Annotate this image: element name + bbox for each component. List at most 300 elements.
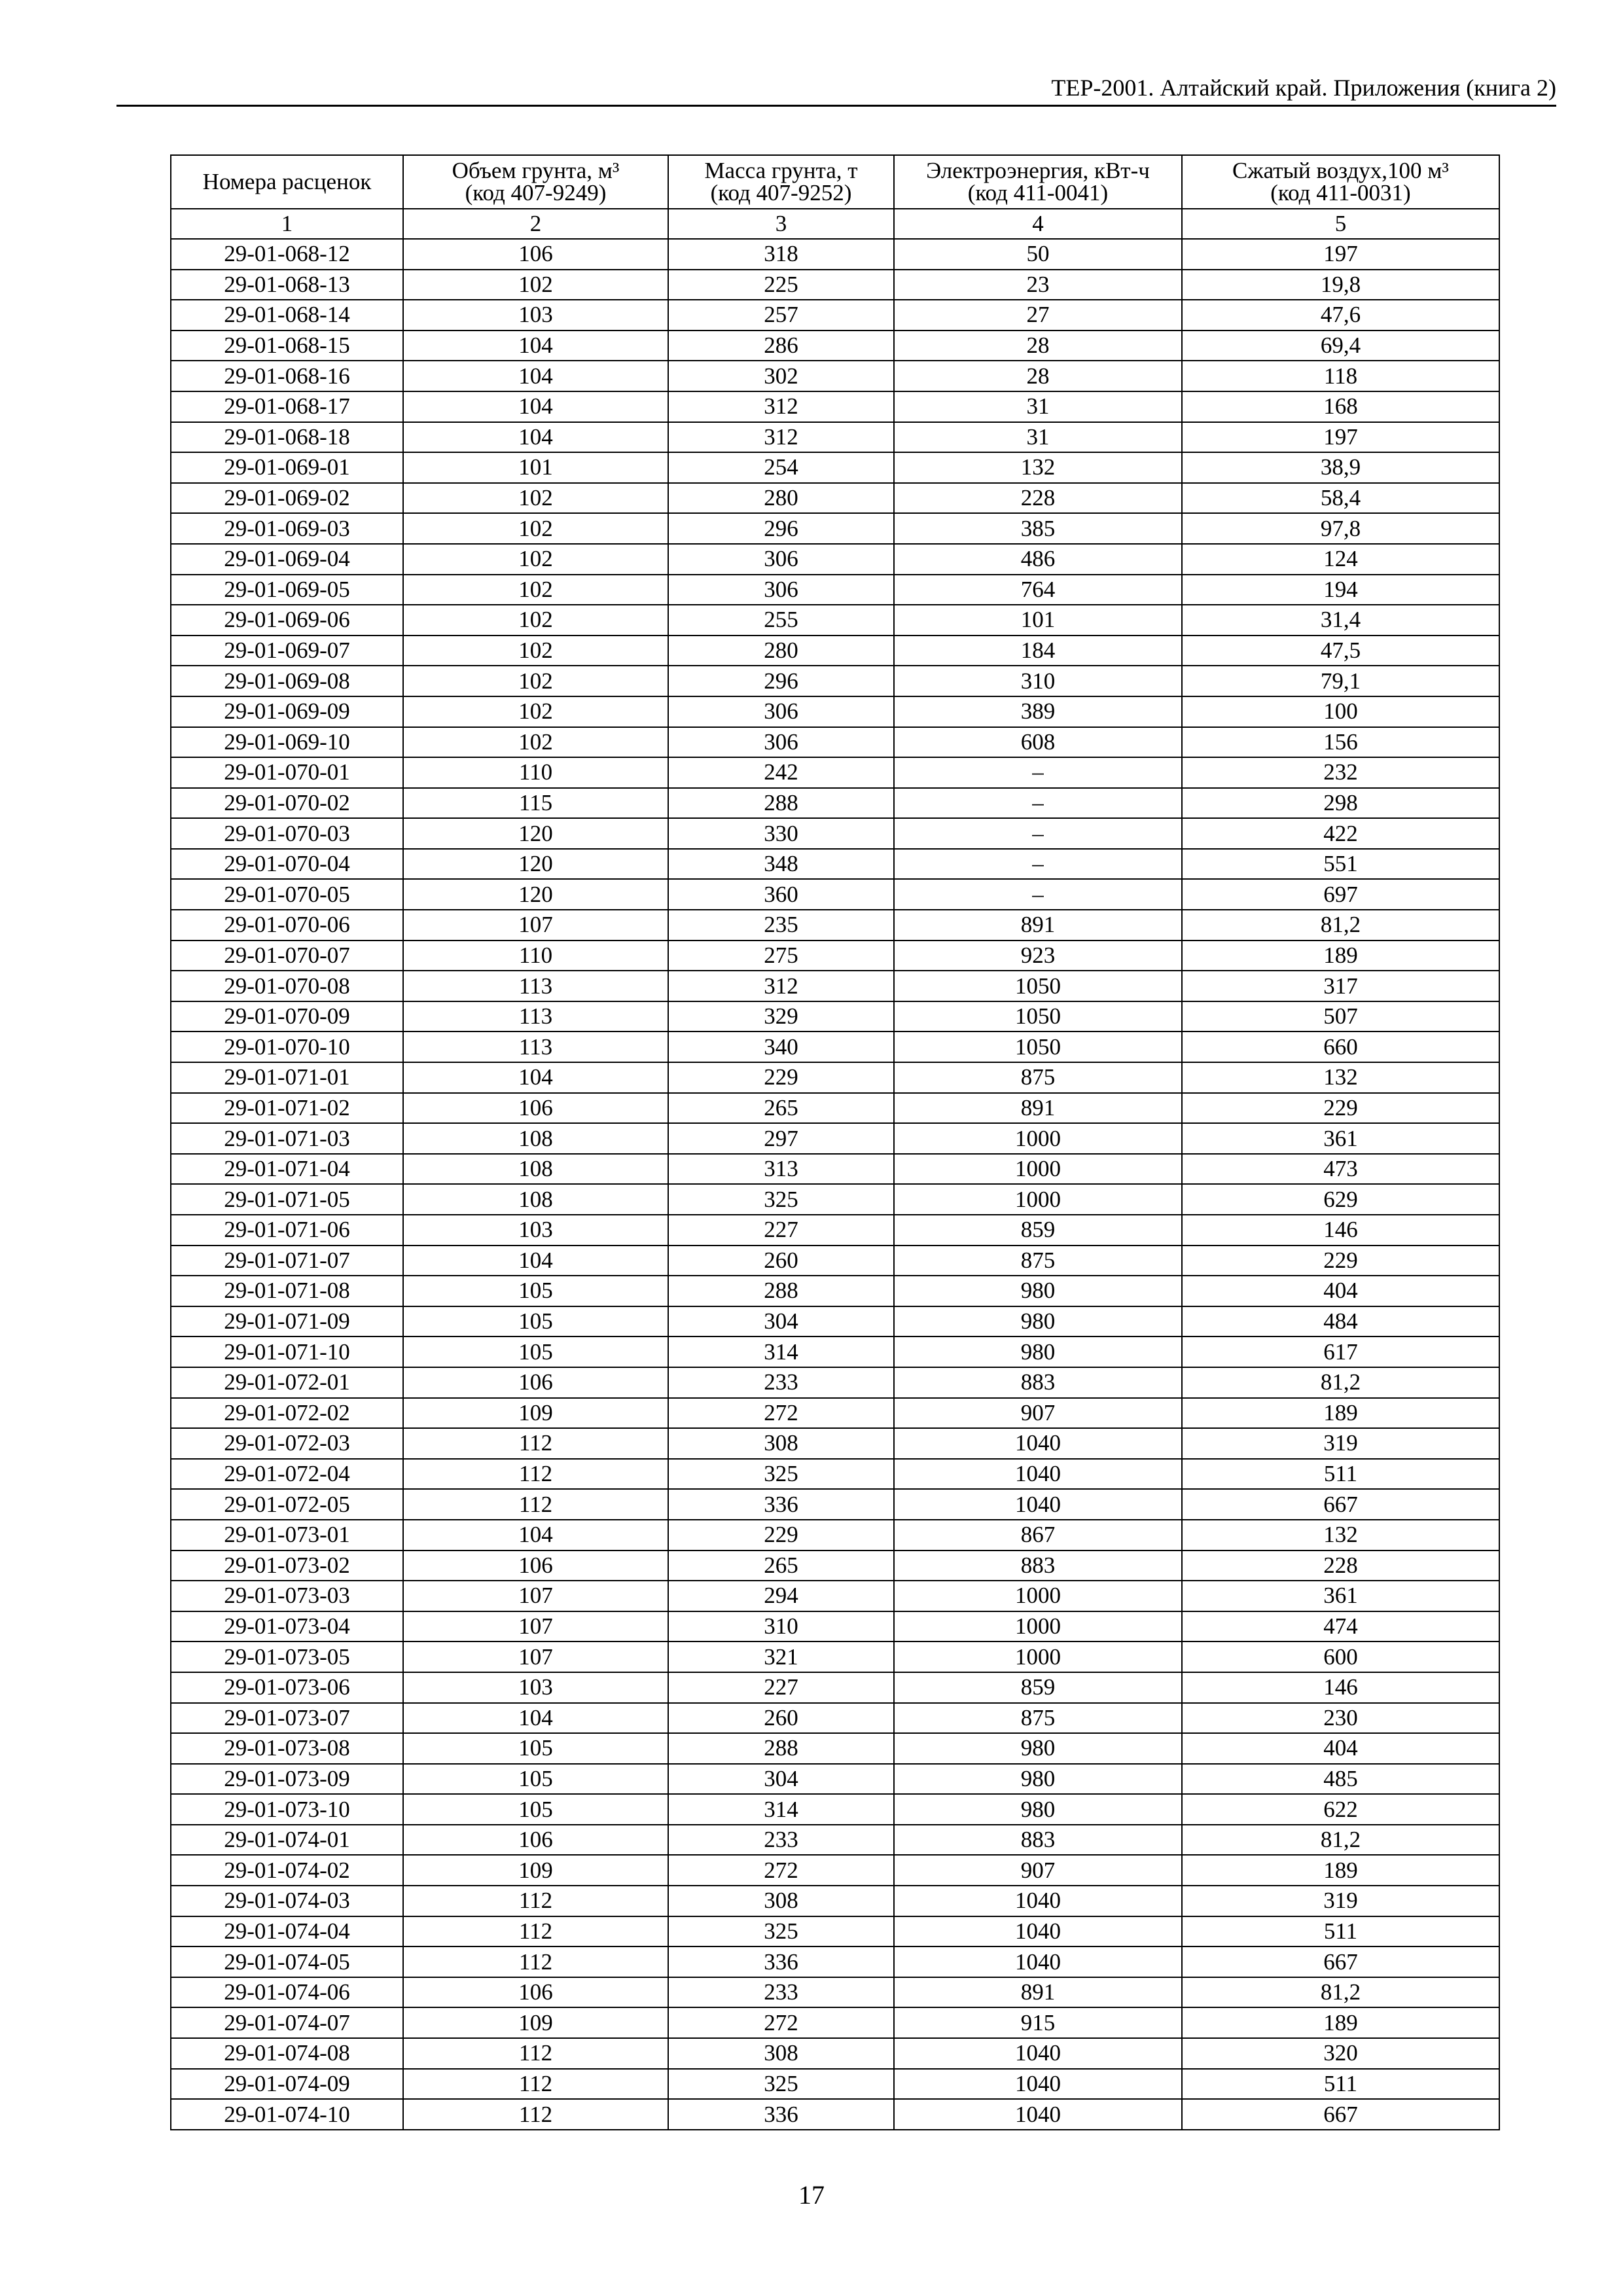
rate-number-cell: 29-01-073-03: [171, 1581, 403, 1611]
table-cell: 260: [668, 1703, 894, 1734]
table-row: [171, 1916, 1499, 1947]
table-cell: 112: [403, 1886, 668, 1916]
table-cell: 113: [403, 971, 668, 1001]
table-cell: 1040: [894, 1946, 1182, 1977]
table-body: [171, 239, 1499, 2130]
table-cell: 108: [403, 1154, 668, 1185]
table-cell: 310: [894, 666, 1182, 696]
table-cell: 980: [894, 1733, 1182, 1764]
rate-number-cell: 29-01-069-09: [171, 696, 403, 727]
table-cell: 318: [668, 239, 894, 270]
table-cell: 105: [403, 1733, 668, 1764]
table-cell: 859: [894, 1215, 1182, 1246]
table-row: [171, 1581, 1499, 1611]
rate-number-cell: 29-01-071-08: [171, 1276, 403, 1306]
table-row: [171, 1306, 1499, 1337]
table-cell: 104: [403, 1062, 668, 1093]
table-cell: 112: [403, 1946, 668, 1977]
table-cell: 330: [668, 818, 894, 849]
table-cell: 184: [894, 636, 1182, 666]
table-cell: 102: [403, 696, 668, 727]
table-cell: 115: [403, 788, 668, 819]
table-cell: 1040: [894, 2038, 1182, 2069]
table-row: [171, 818, 1499, 849]
table-cell: 302: [668, 361, 894, 391]
table-cell: 132: [894, 452, 1182, 483]
column-header: Электроэнергия, кВт-ч (код 411-0041): [894, 155, 1182, 209]
rate-number-cell: 29-01-070-10: [171, 1031, 403, 1062]
table-cell: 697: [1182, 879, 1499, 910]
table-cell: 474: [1182, 1611, 1499, 1642]
table-cell: 288: [668, 1276, 894, 1306]
table-cell: 168: [1182, 391, 1499, 422]
rate-number-cell: 29-01-074-10: [171, 2099, 403, 2130]
table-cell: 306: [668, 727, 894, 758]
table-cell: 189: [1182, 941, 1499, 971]
rate-number-cell: 29-01-074-04: [171, 1916, 403, 1947]
table-cell: 297: [668, 1123, 894, 1154]
table-cell: 106: [403, 1551, 668, 1581]
table-cell: 859: [894, 1672, 1182, 1703]
rate-number-cell: 29-01-070-09: [171, 1001, 403, 1032]
table-cell: 272: [668, 1398, 894, 1429]
table-cell: 110: [403, 757, 668, 788]
rate-number-cell: 29-01-074-07: [171, 2007, 403, 2038]
rate-number-cell: 29-01-073-10: [171, 1794, 403, 1825]
table-cell: 106: [403, 1093, 668, 1124]
table-cell: 314: [668, 1336, 894, 1367]
table-row: [171, 270, 1499, 300]
table-cell: 296: [668, 666, 894, 696]
table-row: [171, 513, 1499, 544]
table-row: [171, 2007, 1499, 2038]
table-cell: 229: [668, 1062, 894, 1093]
table-cell: 118: [1182, 361, 1499, 391]
table-cell: 280: [668, 483, 894, 514]
table-row: [171, 2069, 1499, 2100]
running-header: ТЕР-2001. Алтайский край. Приложения (книга 2): [1051, 75, 1556, 101]
table-cell: 254: [668, 452, 894, 483]
table-cell: 385: [894, 513, 1182, 544]
rate-number-cell: 29-01-073-02: [171, 1551, 403, 1581]
table-cell: 110: [403, 941, 668, 971]
rate-number-cell: 29-01-070-05: [171, 879, 403, 910]
rate-number-cell: 29-01-074-01: [171, 1825, 403, 1856]
table-cell: 120: [403, 849, 668, 880]
rate-number-cell: 29-01-068-18: [171, 422, 403, 453]
table-row: [171, 1246, 1499, 1276]
table-cell: 389: [894, 696, 1182, 727]
table-cell: 108: [403, 1184, 668, 1215]
table-row: [171, 910, 1499, 941]
table-cell: 511: [1182, 1459, 1499, 1490]
table-row: [171, 1641, 1499, 1672]
table-row: [171, 2099, 1499, 2130]
table-cell: 308: [668, 2038, 894, 2069]
table-cell: 422: [1182, 818, 1499, 849]
table-cell: 325: [668, 1184, 894, 1215]
rate-number-cell: 29-01-074-08: [171, 2038, 403, 2069]
rate-number-cell: 29-01-068-16: [171, 361, 403, 391]
table-cell: 112: [403, 1489, 668, 1520]
table-cell: 28: [894, 361, 1182, 391]
table-cell: 102: [403, 727, 668, 758]
table-cell: 107: [403, 1641, 668, 1672]
table-cell: 235: [668, 910, 894, 941]
rate-number-cell: 29-01-073-09: [171, 1764, 403, 1795]
table-row: [171, 849, 1499, 880]
table-cell: 81,2: [1182, 1367, 1499, 1398]
rate-number-cell: 29-01-069-01: [171, 452, 403, 483]
table-cell: 473: [1182, 1154, 1499, 1185]
table-cell: 229: [668, 1520, 894, 1551]
table-cell: –: [894, 788, 1182, 819]
table-cell: 124: [1182, 544, 1499, 575]
table-cell: 404: [1182, 1733, 1499, 1764]
table-row: [171, 1215, 1499, 1246]
table-cell: 891: [894, 910, 1182, 941]
rate-number-cell: 29-01-069-10: [171, 727, 403, 758]
table-cell: 306: [668, 544, 894, 575]
table-cell: 288: [668, 1733, 894, 1764]
table-cell: 319: [1182, 1886, 1499, 1916]
table-row: [171, 1672, 1499, 1703]
rate-number-cell: 29-01-071-03: [171, 1123, 403, 1154]
table-row: [171, 575, 1499, 605]
rate-number-cell: 29-01-071-10: [171, 1336, 403, 1367]
table-row: [171, 1459, 1499, 1490]
table-cell: 132: [1182, 1062, 1499, 1093]
rate-number-cell: 29-01-071-02: [171, 1093, 403, 1124]
column-number: 1: [171, 209, 403, 239]
table-cell: 485: [1182, 1764, 1499, 1795]
table-cell: 106: [403, 1825, 668, 1856]
table-cell: 1040: [894, 2099, 1182, 2130]
table-row: [171, 1336, 1499, 1367]
rate-number-cell: 29-01-068-17: [171, 391, 403, 422]
table-cell: 667: [1182, 1946, 1499, 1977]
rate-number-cell: 29-01-073-06: [171, 1672, 403, 1703]
rate-number-cell: 29-01-073-07: [171, 1703, 403, 1734]
table-cell: 23: [894, 270, 1182, 300]
table-cell: 146: [1182, 1672, 1499, 1703]
table-cell: 81,2: [1182, 1977, 1499, 2008]
table-cell: 511: [1182, 2069, 1499, 2100]
table-row: [171, 941, 1499, 971]
table-cell: 1040: [894, 1886, 1182, 1916]
table-row: [171, 2038, 1499, 2069]
rate-number-cell: 29-01-069-03: [171, 513, 403, 544]
table-cell: 81,2: [1182, 1825, 1499, 1856]
table-cell: 105: [403, 1276, 668, 1306]
table-cell: 486: [894, 544, 1182, 575]
table-cell: 1000: [894, 1123, 1182, 1154]
table-cell: 112: [403, 1459, 668, 1490]
rate-number-cell: 29-01-070-03: [171, 818, 403, 849]
rate-number-cell: 29-01-074-05: [171, 1946, 403, 1977]
table-row: [171, 331, 1499, 361]
table-cell: 102: [403, 575, 668, 605]
rate-number-cell: 29-01-071-05: [171, 1184, 403, 1215]
column-header: Масса грунта, т (код 407-9252): [668, 155, 894, 209]
table-cell: 1040: [894, 1489, 1182, 1520]
rate-number-cell: 29-01-073-01: [171, 1520, 403, 1551]
rate-number-cell: 29-01-072-01: [171, 1367, 403, 1398]
rate-number-cell: 29-01-068-15: [171, 331, 403, 361]
table-cell: 102: [403, 666, 668, 696]
table-row: [171, 1520, 1499, 1551]
table-row: [171, 1398, 1499, 1429]
table-cell: –: [894, 849, 1182, 880]
rate-number-cell: 29-01-071-01: [171, 1062, 403, 1093]
table-row: [171, 452, 1499, 483]
table-row: [171, 361, 1499, 391]
table-row: [171, 300, 1499, 331]
table-cell: 112: [403, 2038, 668, 2069]
table-cell: 875: [894, 1703, 1182, 1734]
table-cell: 109: [403, 1855, 668, 1886]
table-row: [171, 1093, 1499, 1124]
table-row: [171, 544, 1499, 575]
column-header: Сжатый воздух,100 м³ (код 411-0031): [1182, 155, 1499, 209]
table-cell: 31: [894, 391, 1182, 422]
rate-number-cell: 29-01-074-03: [171, 1886, 403, 1916]
table-row: [171, 239, 1499, 270]
table-cell: 325: [668, 1916, 894, 1947]
table-cell: 233: [668, 1977, 894, 2008]
column-header: Номера расценок: [171, 155, 403, 209]
table-cell: 197: [1182, 239, 1499, 270]
table-cell: 1040: [894, 2069, 1182, 2100]
table-cell: 233: [668, 1825, 894, 1856]
header-divider: [116, 105, 1556, 107]
page-number: 17: [798, 2180, 825, 2210]
table-row: [171, 1184, 1499, 1215]
table-row: [171, 696, 1499, 727]
table-cell: 667: [1182, 1489, 1499, 1520]
table-cell: 348: [668, 849, 894, 880]
rate-number-cell: 29-01-069-02: [171, 483, 403, 514]
rate-number-cell: 29-01-072-02: [171, 1398, 403, 1429]
table-cell: 189: [1182, 1855, 1499, 1886]
column-header: Объем грунта, м³ (код 407-9249): [403, 155, 668, 209]
table-cell: 907: [894, 1398, 1182, 1429]
table-cell: 50: [894, 239, 1182, 270]
table-cell: 106: [403, 239, 668, 270]
table-cell: 275: [668, 941, 894, 971]
table-cell: 340: [668, 1031, 894, 1062]
table-cell: 106: [403, 1977, 668, 2008]
table-cell: 325: [668, 2069, 894, 2100]
rate-number-cell: 29-01-070-04: [171, 849, 403, 880]
table-cell: 107: [403, 1581, 668, 1611]
table-row: [171, 788, 1499, 819]
table-cell: 891: [894, 1093, 1182, 1124]
table-cell: 105: [403, 1306, 668, 1337]
table-cell: 19,8: [1182, 270, 1499, 300]
rate-number-cell: 29-01-073-05: [171, 1641, 403, 1672]
table-cell: 113: [403, 1001, 668, 1032]
table-row: [171, 1733, 1499, 1764]
rate-number-cell: 29-01-071-09: [171, 1306, 403, 1337]
table-row: [171, 1489, 1499, 1520]
table-cell: 132: [1182, 1520, 1499, 1551]
table-cell: 1000: [894, 1184, 1182, 1215]
table-cell: 660: [1182, 1031, 1499, 1062]
table-cell: 915: [894, 2007, 1182, 2038]
table-cell: 47,5: [1182, 636, 1499, 666]
rate-number-cell: 29-01-073-04: [171, 1611, 403, 1642]
table-cell: 296: [668, 513, 894, 544]
table-cell: 875: [894, 1246, 1182, 1276]
rate-number-cell: 29-01-074-06: [171, 1977, 403, 2008]
rate-number-cell: 29-01-073-08: [171, 1733, 403, 1764]
column-number: 2: [403, 209, 668, 239]
table-row: [171, 1855, 1499, 1886]
table-cell: 194: [1182, 575, 1499, 605]
table-row: [171, 422, 1499, 453]
rate-number-cell: 29-01-074-02: [171, 1855, 403, 1886]
table-cell: 980: [894, 1794, 1182, 1825]
table-cell: 1040: [894, 1916, 1182, 1947]
table-row: [171, 605, 1499, 636]
table-cell: 31: [894, 422, 1182, 453]
table-cell: 317: [1182, 971, 1499, 1001]
table-cell: 105: [403, 1336, 668, 1367]
table-cell: 28: [894, 331, 1182, 361]
table-row: [171, 879, 1499, 910]
table-cell: 308: [668, 1428, 894, 1459]
rate-number-cell: 29-01-068-12: [171, 239, 403, 270]
table-cell: 1050: [894, 1001, 1182, 1032]
table-cell: 112: [403, 2099, 668, 2130]
table-cell: 257: [668, 300, 894, 331]
table-cell: 306: [668, 575, 894, 605]
table-row: [171, 1764, 1499, 1795]
table-cell: 360: [668, 879, 894, 910]
table-cell: 280: [668, 636, 894, 666]
table-cell: 38,9: [1182, 452, 1499, 483]
table-cell: 47,6: [1182, 300, 1499, 331]
table-cell: 304: [668, 1306, 894, 1337]
table-cell: 100: [1182, 696, 1499, 727]
table-cell: 31,4: [1182, 605, 1499, 636]
table-cell: 112: [403, 1916, 668, 1947]
rates-table: [170, 154, 1500, 2130]
table-cell: 233: [668, 1367, 894, 1398]
table-cell: 875: [894, 1062, 1182, 1093]
table-cell: 102: [403, 636, 668, 666]
rate-number-cell: 29-01-072-03: [171, 1428, 403, 1459]
table-header-row: [171, 155, 1499, 209]
table-cell: 103: [403, 1672, 668, 1703]
table-cell: 189: [1182, 2007, 1499, 2038]
table-row: [171, 1062, 1499, 1093]
table-cell: 306: [668, 696, 894, 727]
table-row: [171, 1154, 1499, 1185]
table-cell: 1000: [894, 1611, 1182, 1642]
table-cell: 325: [668, 1459, 894, 1490]
table-cell: 229: [1182, 1093, 1499, 1124]
table-cell: 79,1: [1182, 666, 1499, 696]
rate-number-cell: 29-01-070-01: [171, 757, 403, 788]
table-cell: 260: [668, 1246, 894, 1276]
table-row: [171, 1551, 1499, 1581]
table-cell: 104: [403, 1703, 668, 1734]
table-row: [171, 1428, 1499, 1459]
table-cell: 228: [1182, 1551, 1499, 1581]
table-row: [171, 1611, 1499, 1642]
rate-number-cell: 29-01-070-02: [171, 788, 403, 819]
table-row: [171, 727, 1499, 758]
table-cell: 156: [1182, 727, 1499, 758]
table-cell: 336: [668, 2099, 894, 2130]
table-cell: 312: [668, 422, 894, 453]
table-cell: 255: [668, 605, 894, 636]
table-row: [171, 1794, 1499, 1825]
table-cell: 104: [403, 391, 668, 422]
table-cell: 923: [894, 941, 1182, 971]
table-cell: –: [894, 757, 1182, 788]
table-cell: 107: [403, 910, 668, 941]
table-cell: 105: [403, 1764, 668, 1795]
table-cell: 229: [1182, 1246, 1499, 1276]
table-cell: 103: [403, 1215, 668, 1246]
rate-number-cell: 29-01-072-05: [171, 1489, 403, 1520]
table-cell: 310: [668, 1611, 894, 1642]
table-cell: 103: [403, 300, 668, 331]
table-row: [171, 1276, 1499, 1306]
table-cell: 617: [1182, 1336, 1499, 1367]
table-row: [171, 757, 1499, 788]
table-cell: 608: [894, 727, 1182, 758]
table-row: [171, 971, 1499, 1001]
table-cell: 980: [894, 1276, 1182, 1306]
table-cell: 104: [403, 1520, 668, 1551]
table-cell: 104: [403, 422, 668, 453]
rate-number-cell: 29-01-074-09: [171, 2069, 403, 2100]
table-cell: 883: [894, 1367, 1182, 1398]
table-cell: 27: [894, 300, 1182, 331]
table-cell: 227: [668, 1672, 894, 1703]
table-cell: –: [894, 818, 1182, 849]
table-cell: 113: [403, 1031, 668, 1062]
table-row: [171, 636, 1499, 666]
rate-number-cell: 29-01-070-07: [171, 941, 403, 971]
table-row: [171, 1001, 1499, 1032]
table-row: [171, 1886, 1499, 1916]
table-cell: 764: [894, 575, 1182, 605]
table-cell: 907: [894, 1855, 1182, 1886]
table-cell: 105: [403, 1794, 668, 1825]
table-row: [171, 1825, 1499, 1856]
table-cell: 228: [894, 483, 1182, 514]
rate-number-cell: 29-01-072-04: [171, 1459, 403, 1490]
column-number-row: [171, 209, 1499, 239]
table-cell: 102: [403, 270, 668, 300]
table-cell: 320: [1182, 2038, 1499, 2069]
table-cell: 314: [668, 1794, 894, 1825]
rate-number-cell: 29-01-069-05: [171, 575, 403, 605]
rate-number-cell: 29-01-069-04: [171, 544, 403, 575]
table-cell: 667: [1182, 2099, 1499, 2130]
table-cell: 101: [403, 452, 668, 483]
table-cell: 120: [403, 818, 668, 849]
table-cell: 265: [668, 1093, 894, 1124]
table-cell: –: [894, 879, 1182, 910]
table-cell: 102: [403, 544, 668, 575]
rate-number-cell: 29-01-068-13: [171, 270, 403, 300]
